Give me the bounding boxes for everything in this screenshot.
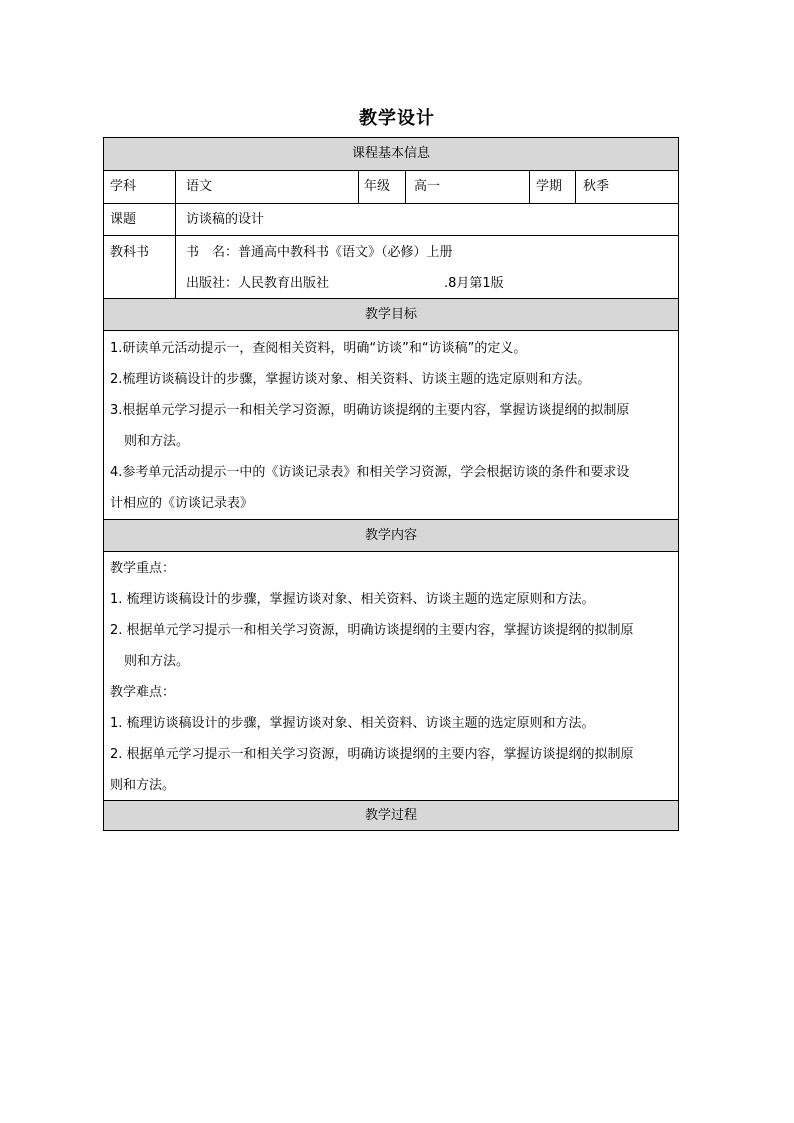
textbook-book-name: 书 名：普通高中教科书《语文》（必修）上册 <box>186 245 453 260</box>
difficulty-item: 则和方法。 <box>110 778 176 793</box>
objective-item: 3.根据单元学习提示一和相关学习资源，明确访谈提纲的主要内容，掌握访谈提纲的拟制原 <box>110 403 630 418</box>
grade-label: 年级 <box>364 179 391 194</box>
divider <box>529 171 530 203</box>
section-header-basic-info <box>104 138 678 170</box>
section-header-objectives-label: 教学目标 <box>364 307 417 322</box>
topic-label: 课题 <box>110 212 137 227</box>
subject-value: 语文 <box>186 179 213 194</box>
topic-value: 访谈稿的设计 <box>186 212 265 227</box>
objective-item: 则和方法。 <box>124 434 190 449</box>
textbook-publisher: 出版社：人民教育出版社 <box>186 276 330 291</box>
objective-item: 计相应的《访谈记录表》 <box>110 496 254 511</box>
divider <box>104 330 678 331</box>
document-title: 教学设计 <box>359 108 435 129</box>
key-point-item: 2. 根据单元学习提示一和相关学习资源，明确访谈提纲的主要内容，掌握访谈提纲的拟制原 <box>110 623 634 638</box>
divider <box>358 171 359 203</box>
term-value: 秋季 <box>583 179 610 194</box>
difficulties-label: 教学难点： <box>110 685 176 700</box>
subject-label: 学科 <box>110 179 137 194</box>
divider <box>104 235 678 236</box>
section-header-content <box>104 520 678 551</box>
divider <box>104 203 678 204</box>
section-header-basic-info-label: 课程基本信息 <box>351 146 430 161</box>
objective-item: 2.梳理访谈稿设计的步骤，掌握访谈对象、相关资料、访谈主题的选定原则和方法。 <box>110 372 591 387</box>
divider <box>405 171 406 203</box>
objective-item: 1.研读单元活动提示一，查阅相关资料，明确“访谈”和“访谈稿”的定义。 <box>110 341 527 356</box>
section-header-process-label: 教学过程 <box>364 808 417 823</box>
key-point-item: 1. 梳理访谈稿设计的步骤，掌握访谈对象、相关资料、访谈主题的选定原则和方法。 <box>110 592 595 607</box>
divider <box>575 171 576 203</box>
key-point-item: 则和方法。 <box>124 654 190 669</box>
textbook-edition: .8月第1版 <box>444 276 504 291</box>
difficulty-item: 2. 根据单元学习提示一和相关学习资源，明确访谈提纲的主要内容，掌握访谈提纲的拟制原 <box>110 747 634 762</box>
textbook-label: 教科书 <box>110 245 150 260</box>
divider <box>104 170 678 171</box>
difficulty-item: 1. 梳理访谈稿设计的步骤，掌握访谈对象、相关资料、访谈主题的选定原则和方法。 <box>110 716 595 731</box>
section-header-objectives <box>104 299 678 330</box>
grade-value: 高一 <box>414 179 441 194</box>
key-points-label: 教学重点： <box>110 561 176 576</box>
lesson-plan-table <box>103 137 679 831</box>
divider <box>104 551 678 552</box>
section-header-content-label: 教学内容 <box>364 528 417 543</box>
section-header-process <box>104 801 678 830</box>
objective-item: 4.参考单元活动提示一中的《访谈记录表》和相关学习资源，学会根据访谈的条件和要求设 <box>110 465 630 480</box>
term-label: 学期 <box>536 179 563 194</box>
